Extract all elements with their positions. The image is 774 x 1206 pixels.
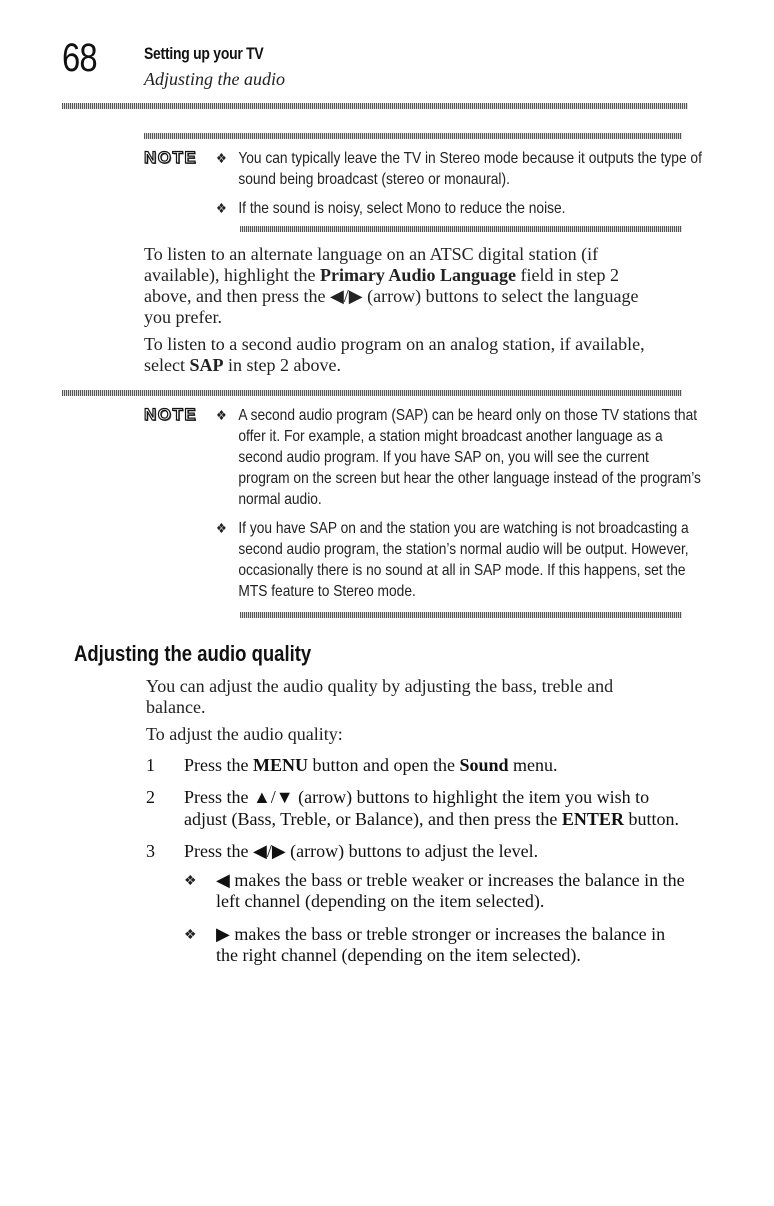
note-top-divider [62,390,682,396]
step-number: 3 [146,841,155,861]
paragraph-text: To listen to an alternate language on an ATSC digital station (if available), highlight the [144,244,599,285]
note-item [216,405,703,510]
step-item [146,840,686,966]
step-text: button. [623,809,679,829]
note-text: If the sound is noisy, select Mono to reduce the noise. [238,200,566,217]
sub-item [184,924,686,966]
button-name: MENU [253,755,308,775]
diamond-bullet-icon: ❖ [216,200,227,216]
note-text: You can typically leave the TV in Stereo mode because it outputs the type of sound being broadcast (stereo or monaural). [238,150,702,188]
diamond-bullet-icon: ❖ [216,150,227,166]
option-name: SAP [189,355,224,375]
diamond-bullet-icon: ❖ [216,520,227,536]
note-text: If you have SAP on and the station you are watching is not broadcasting a second audio program, the station’s normal audio will be output. However, occasionally there is no sound at all in SAP mode. If this happens, set the MTS feature to Stereo mode. [238,520,689,600]
step-text: Press the ▲/▼ (arrow) buttons to highlight the item you wish to adjust (Bass, Treble, or Balance), and then press the [184,787,650,829]
note-list [216,148,774,227]
note-label: NOTE [144,148,198,167]
note-label: NOTE [144,405,198,424]
diamond-bullet-icon: ❖ [184,874,197,889]
note-item [216,518,703,602]
diamond-bullet-icon: ❖ [184,928,197,943]
page-number: 68 [62,36,97,80]
paragraph-text: field in step 2 above, and then press the ◀/▶ (arrow) buttons to select the language you prefer. [144,265,639,327]
chapter-title: Setting up your TV [144,44,264,63]
section-intro: You can adjust the audio quality by adjusting the bass, treble and balance. [146,676,614,717]
menu-name: Sound [459,755,509,775]
step-number: 2 [146,787,155,807]
step-text: menu. [508,755,558,775]
step-text: button and open the [308,755,460,775]
step-text: Press the ◀/▶ (arrow) buttons to adjust the level. [184,841,539,861]
step-item [146,786,686,830]
sub-item-text: ◀ makes the bass or treble weaker or increases the balance in the left channel (depending on the item selected). [216,870,685,911]
note-item [216,198,703,219]
note-bottom-divider [240,612,682,618]
note-top-divider [144,133,682,139]
step-list [146,754,686,978]
note-item [216,148,703,190]
section-heading: Adjusting the audio quality [74,641,312,666]
button-name: ENTER [561,809,624,829]
diamond-bullet-icon: ❖ [216,407,227,423]
paragraph-sap [144,334,664,376]
sub-list [184,870,686,966]
section-subtitle: Adjusting the audio [144,69,285,89]
sub-item-text: ▶ makes the bass or treble stronger or increases the balance in the right channel (depending on the item selected). [216,924,666,965]
step-text: Press the [184,755,253,775]
paragraph-alternate-language [144,244,664,328]
paragraph-text: in step 2 above. [223,355,341,375]
note-text: A second audio program (SAP) can be heard only on those TV stations that offer it. For example, a station might broadcast another language as a second audio program. If you have SAP on, you will see the current program on the screen but hear the other language instead of the program’s normal audio. [238,407,701,508]
note-list [216,405,774,610]
sub-item [184,870,686,912]
section-lead: To adjust the audio quality: [146,724,343,744]
paragraph-text: To listen to a second audio program on an analog station, if available, select [144,334,645,375]
header-divider [62,103,688,109]
step-number: 1 [146,755,155,775]
note-bottom-divider [240,226,682,232]
field-name: Primary Audio Language [319,265,516,285]
step-item [146,754,686,776]
